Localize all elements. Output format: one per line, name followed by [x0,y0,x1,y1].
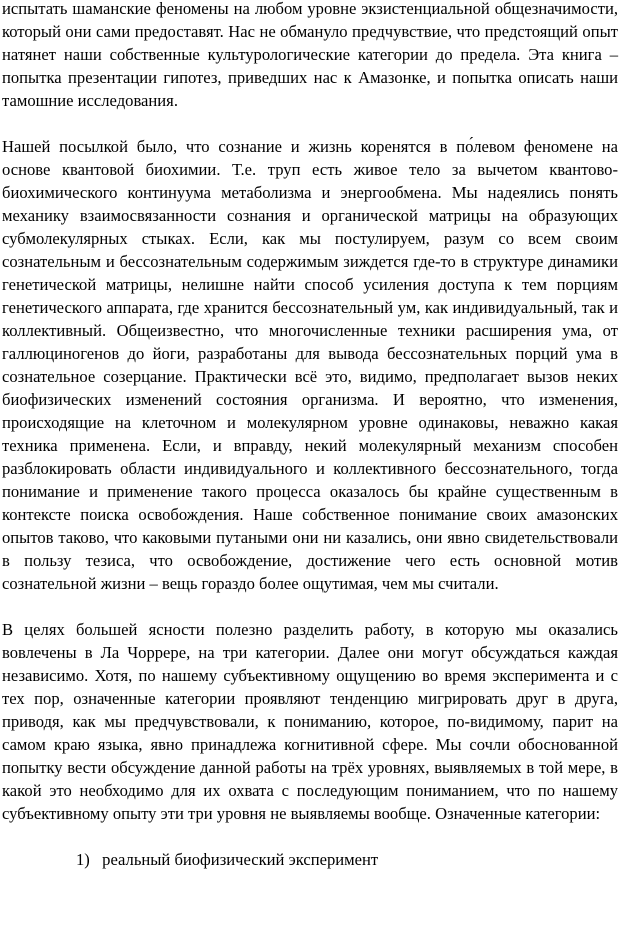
paragraph-spacer [2,825,618,848]
document-page [2,0,618,871]
category-list [2,848,618,871]
paragraph-1: испытать шаманские феномены на любом уровне экзистенциальной общезначимости, который они сами предоставят. Нас не обмануло предчувствие, что предстоящий опыт натянет наши собственные культурологические категории до предела. Эта книга – попытка презентации гипотез, приведших нас к Амазонке, и попытка описать наши тамошние исследования. [2,0,618,110]
list-item-number: 1) [76,850,90,869]
paragraph-3: В целях большей ясности полезно разделить работу, в которую мы оказались вовлечены в Ла Чоррере, на три категории. Далее они могут обсуждаться каждая независимо. Хотя, по нашему субъективному ощущению во время эксперимента и с тех пор, означенные категории проявляют тенденцию мигрировать друг в друга, приводя, как мы предчувствовали, к пониманию, которое, по-видимому, парит на самом краю языка, явно принадлежа когнитивной сфере. Мы сочли обоснованной попытку вести обсуждение данной работы на трёх уровнях, выявляемых в той мере, в какой это необходимо для их охвата с последующим пониманием, что по нашему субъективному опыту эти три уровня не выявляемы вообще. Означенные категории: [2,620,618,823]
paragraph-spacer [2,595,618,618]
list-item [76,848,618,871]
list-item-text: реальный биофизический эксперимент [102,850,379,869]
paragraph-2: Нашей посылкой было, что сознание и жизнь коренятся в по́левом феномене на основе квантовой биохимии. Т.е. труп есть живое тело за вычетом квантово-биохимического континуума метаболизма и энергообмена. Мы надеялись понять механику взаимосвязанности сознания и органической матрицы на образующих субмолекулярных стыках. Если, как мы постулируем, разум со всем своим сознательным и бессознательным содержимым зиждется где-то в структуре динамики генетической матрицы, нелишне найти способ усиления доступа к тем порциям генетического аппарата, где хранится бессознательный ум, как индивидуальный, так и коллективный. Общеизвестно, что многочисленные техники расширения ума, от галлюциногенов до йоги, разработаны для вывода бессознательных порций ума в сознательное созерцание. Практически всё это, видимо, предполагает вызов неких биофизических изменений состояния организма. И вероятно, что изменения, происходящие на клеточном и молекулярном уровне одинаковы, неважно какая техника применена. Если, и вправду, некий молекулярный механизм способен разблокировать области индивидуального и коллективного бессознательного, тогда понимание и применение такого процесса оказалось бы крайне существенным в контексте поиска освобождения. Наше собственное понимание своих амазонских опытов таково, что каковыми путаными они ни казались, они явно свидетельствовали в пользу тезиса, что освобождение, достижение чего есть основной мотив сознательной жизни – вещь гораздо более ощутимая, чем мы считали. [2,137,618,593]
paragraph-spacer [2,112,618,135]
